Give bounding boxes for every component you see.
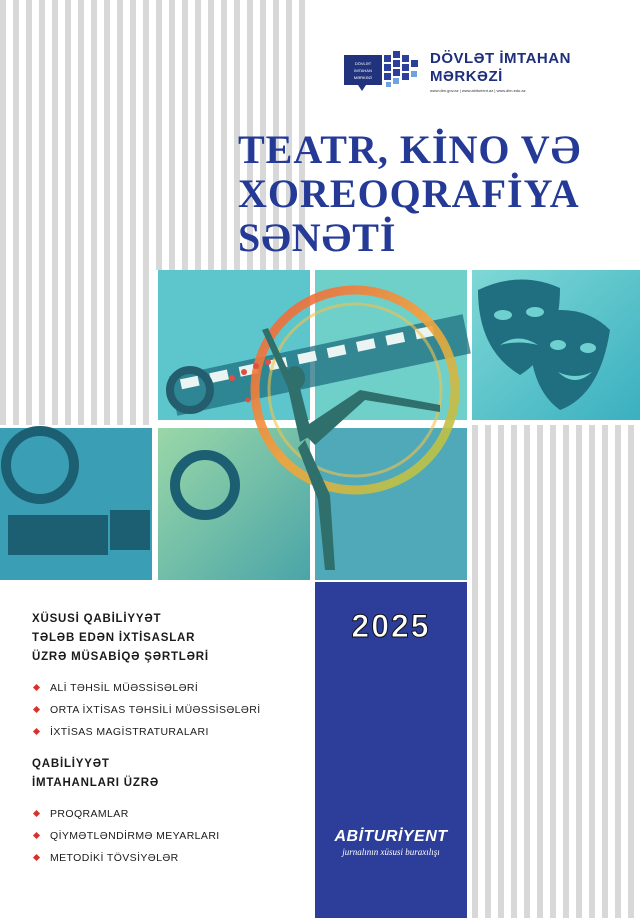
title-line-2: XOREOQRAFİYA [238,171,580,216]
section2-list [32,803,312,869]
section1-list [32,677,312,743]
logo-name [430,50,571,86]
title-line-3: SƏNƏTİ [238,215,397,260]
section1-heading [32,610,312,667]
logo-line-2: MƏRKƏZİ [430,68,503,85]
title-line-1: TEATR, KİNO VƏ [238,127,582,172]
list-item: ALİ TƏHSİL MÜƏSSİSƏLƏRİ [32,677,312,699]
list-item: METODİKİ TÖVSİYƏLƏR [32,847,312,869]
abiturient-name: ABİTURİYENT [334,828,448,845]
section2-heading-line: İMTAHANLARI ÜZRƏ [32,777,159,789]
logo-mark-text-2: İMTAHAN [354,68,372,73]
logo-line-1: DÖVLƏT İMTAHAN [430,50,571,67]
edition-year: 2025 [351,608,431,644]
document-title [238,128,581,260]
logo-mark-text-1: DÖVLƏT [354,61,372,66]
section2-heading-line: QABİLİYYƏT [32,758,110,770]
abiturient-subtitle: jurnalının xüsusi buraxılışı [342,847,440,857]
section1-heading-line: ÜZRƏ MÜSABİQƏ ŞƏRTLƏRİ [32,651,209,663]
dim-logo-mark [344,51,422,91]
list-item: QİYMƏTLƏNDİRMƏ MEYARLARI [32,825,312,847]
contents-block [32,610,312,881]
logo-url: www.dim.gov.az | www.abiturient.az | www.dim.edu.az [430,88,526,93]
section2-heading [32,755,312,793]
section1-heading-line: XÜSUSİ QABİLİYYƏT [32,613,162,625]
section1-heading-line: TƏLƏB EDƏN İXTİSASLAR [32,632,196,644]
list-item: İXTİSAS MAGİSTRATURALARI [32,721,312,743]
list-item: PROQRAMLAR [32,803,312,825]
logo-mark-text-3: MƏRKƏZİ [353,75,373,80]
dim-logo [344,48,584,98]
stripe-pattern-right [472,425,640,918]
collage-tile [315,428,467,580]
abiturient-logo [315,828,467,857]
list-item: ORTA İXTİSAS TƏHSİLİ MÜƏSSİSƏLƏRİ [32,699,312,721]
